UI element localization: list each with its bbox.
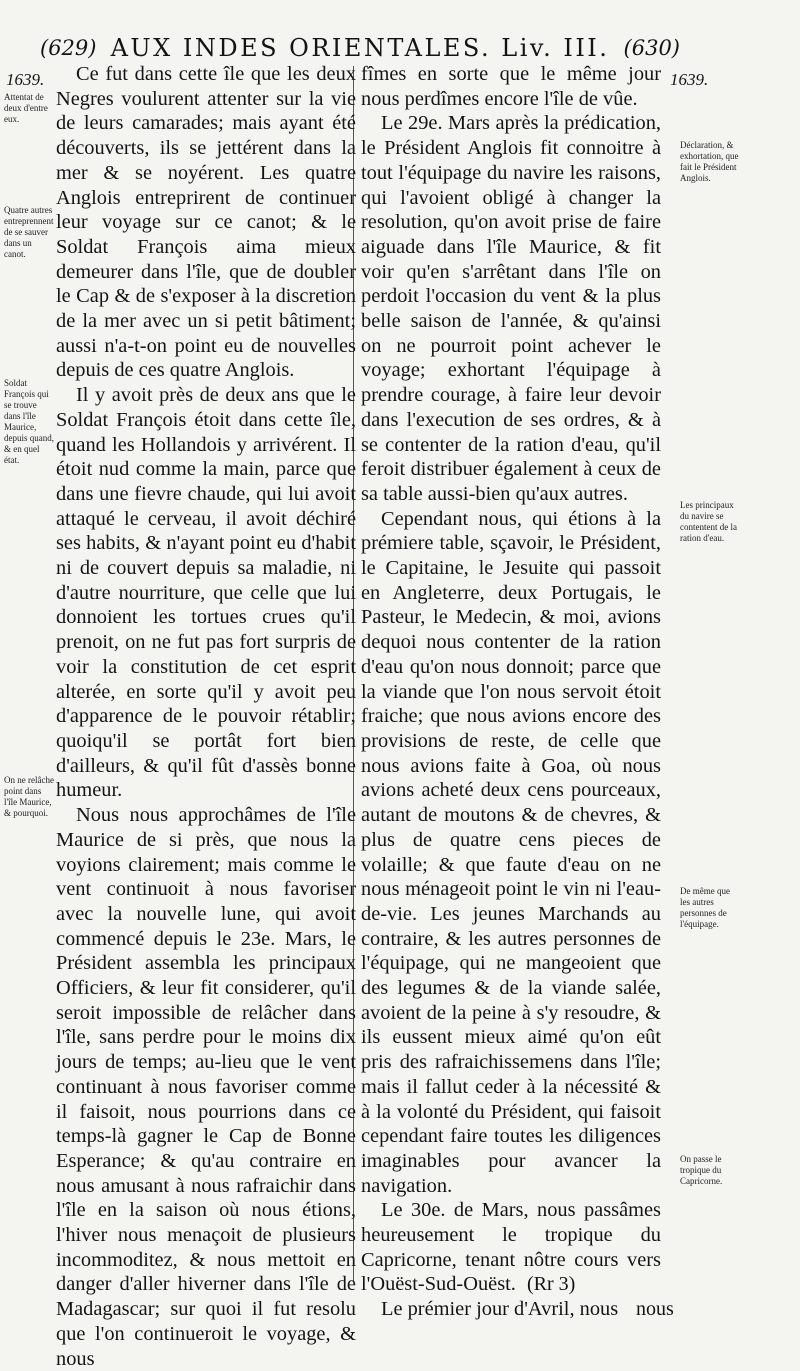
margin-note: Déclaration, & exhortation, que fait le Président Anglois. <box>680 140 739 183</box>
signature-mark: (Rr 3) <box>527 1273 576 1295</box>
left-page-number: (629) <box>40 36 97 60</box>
paragraph: Cependant nous, qui étions à la prémiere table, sçavoir, le Président, le Capitaine, le Jesuite qui passoit en Angleterre, deux Portugais, le Pasteur, le Medecin, & moi, avions dequoi nous contenter de la ration d'eau qu'on nous donnoit; parce que la viande que l'on nous servoit étoit fraiche; que nous avions encore des provisions de reste, de celle que nous avions faite à Goa, où nous avions acheté deux cens pourceaux, autant de moutons & de chevres, & plus de quatre cens pieces de volaille; & que faute d'eau on ne nous ménageoit point le vin ni l'eau-de-vie. Les jeunes Marchands au contraire, & les autres personnes de l'équipage, qui ne mangeoient que des legumes & de la viande salée, avoient de la peine à s'y resoudre, & ils eussent mieux aimé qu'on eût pris des rafraichissemens dans l'île; mais il fallut ceder à la nécessité & à la volonté du Président, qui faisoit cependant faire toutes les diligences imaginables pour avancer la navigation. <box>361 507 661 1197</box>
margin-note: Soldat François qui se trouve dans l'île Maurice, depuis quand, & en quel état. <box>4 378 54 465</box>
paragraph: Nous nous approchâmes de l'île Maurice de si près, que nous la voyions clairement; mais comme le vent continuoit à nous favoriser avec la nouvelle lune, qui avoit commencé depuis le 23e. Mars, le Président assembla les principaux Officiers, & leur fit considerer, qu'il seroit impossible de relâcher dans l'île, sans perdre pour le moins dix jours de temps; au-lieu que le vent continuant à nous favoriser comme il faisoit, nous pourrions dans ce temps-là gagner le Cap de Bonne Esperance; & qu'au contraire en nous amusant à nous rafraichir dans l'île en la saison où nous étions, l'hiver nous menaçoit de plusieurs incommoditez, & nous mettoit en danger d'aller hiverner dans l'île de Madagascar; sur quoi il fut resolu que l'on continueroit le voyage, & nous <box>56 804 356 1370</box>
paragraph: Le 29e. Mars après la prédication, le Président Anglois fit connoitre à tout l'équipage du navire les raisons, qui l'avoient obligé à changer la resolution, qu'on avoit prise de faire aiguade dans l'île Maurice, & fit voir qu'en s'arrêtant dans l'île on perdoit l'occasion du vent & la plus belle saison de l'année, & qu'ainsi on ne pourroit point achever le voyage; exhortant l'équipage à prendre courage, à faire leur devoir dans l'execution de ses ordres, & à se contenter de la ration d'eau, qu'il feroit distribuer également à ceux de sa table aussi-bien qu'aux autres. <box>361 112 661 505</box>
margin-note: De même que les autres personnes de l'équipage. <box>680 886 730 929</box>
left-column <box>56 62 356 1371</box>
margin-year-left: 1639. <box>6 70 45 89</box>
margin-note: Quatre autres entreprennent de se sauver dans un canot. <box>4 205 54 259</box>
paragraph: Le prémier jour d'Avril, nous <box>381 1298 619 1321</box>
paragraph: Il y avoit près de deux ans que le Soldat François étoit dans cette île, quand les Hollandois y arrivérent. Il étoit nud comme la main, parce que dans une fievre chaude, qui lui avoit attaqué le cerveau, il avoit déchiré ses habits, & n'ayant point eu d'habit ni de couvert depuis sa maladie, ni d'autre nourriture, que celle que lui donnoient les tortues crues qu'il prenoit, on ne fut pas fort surpris de voir la constitution de cet esprit alterée, en sorte qu'il y avoit peu d'apparence de le pouvoir rétablir; quoiqu'il se portât fort bien d'ailleurs, & qu'il fût d'assès bonne humeur. <box>56 384 356 802</box>
catchword: nous <box>636 1298 674 1320</box>
margin-note: Attentat de deux d'entre eux. <box>4 92 48 124</box>
right-page-number: (630) <box>623 36 680 60</box>
margin-note: On passe le tropique du Capricorne. <box>680 1154 723 1186</box>
paragraph: Ce fut dans cette île que les deux Negres voulurent attenter sur la vie de leurs camarades; mais ayant été découverts, ils se jettérent dans la mer & se noyérent. Les quatre Anglois entreprirent de continuer leur voyage sur ce canot; & le Soldat François aima mieux demeurer dans l'île, que de doubler le Cap & de s'exposer à la discretion de la mer avec un si petit bâtiment; aussi n'a-t-on point eu de nouvelles depuis de ces quatre Anglois. <box>56 63 356 382</box>
paragraph: Le 30e. de Mars, nous passâmes heureusement le tropique du Capricorne, tenant nôtre cours vers l'Ouëst-Sud-Ouëst. <box>361 1199 661 1296</box>
paragraph: fîmes en sorte que le même jour nous perdîmes encore l'île de vûe. <box>361 63 661 110</box>
margin-note: On ne relâche point dans l'île Maurice, & pourquoi. <box>4 775 54 818</box>
margin-year-right: 1639. <box>670 70 709 89</box>
margin-note: Les principaux du navire se contentent de la ration d'eau. <box>680 500 737 543</box>
right-column <box>361 62 661 1322</box>
running-title: AUX INDES ORIENTALES. Liv. III. <box>110 34 610 62</box>
